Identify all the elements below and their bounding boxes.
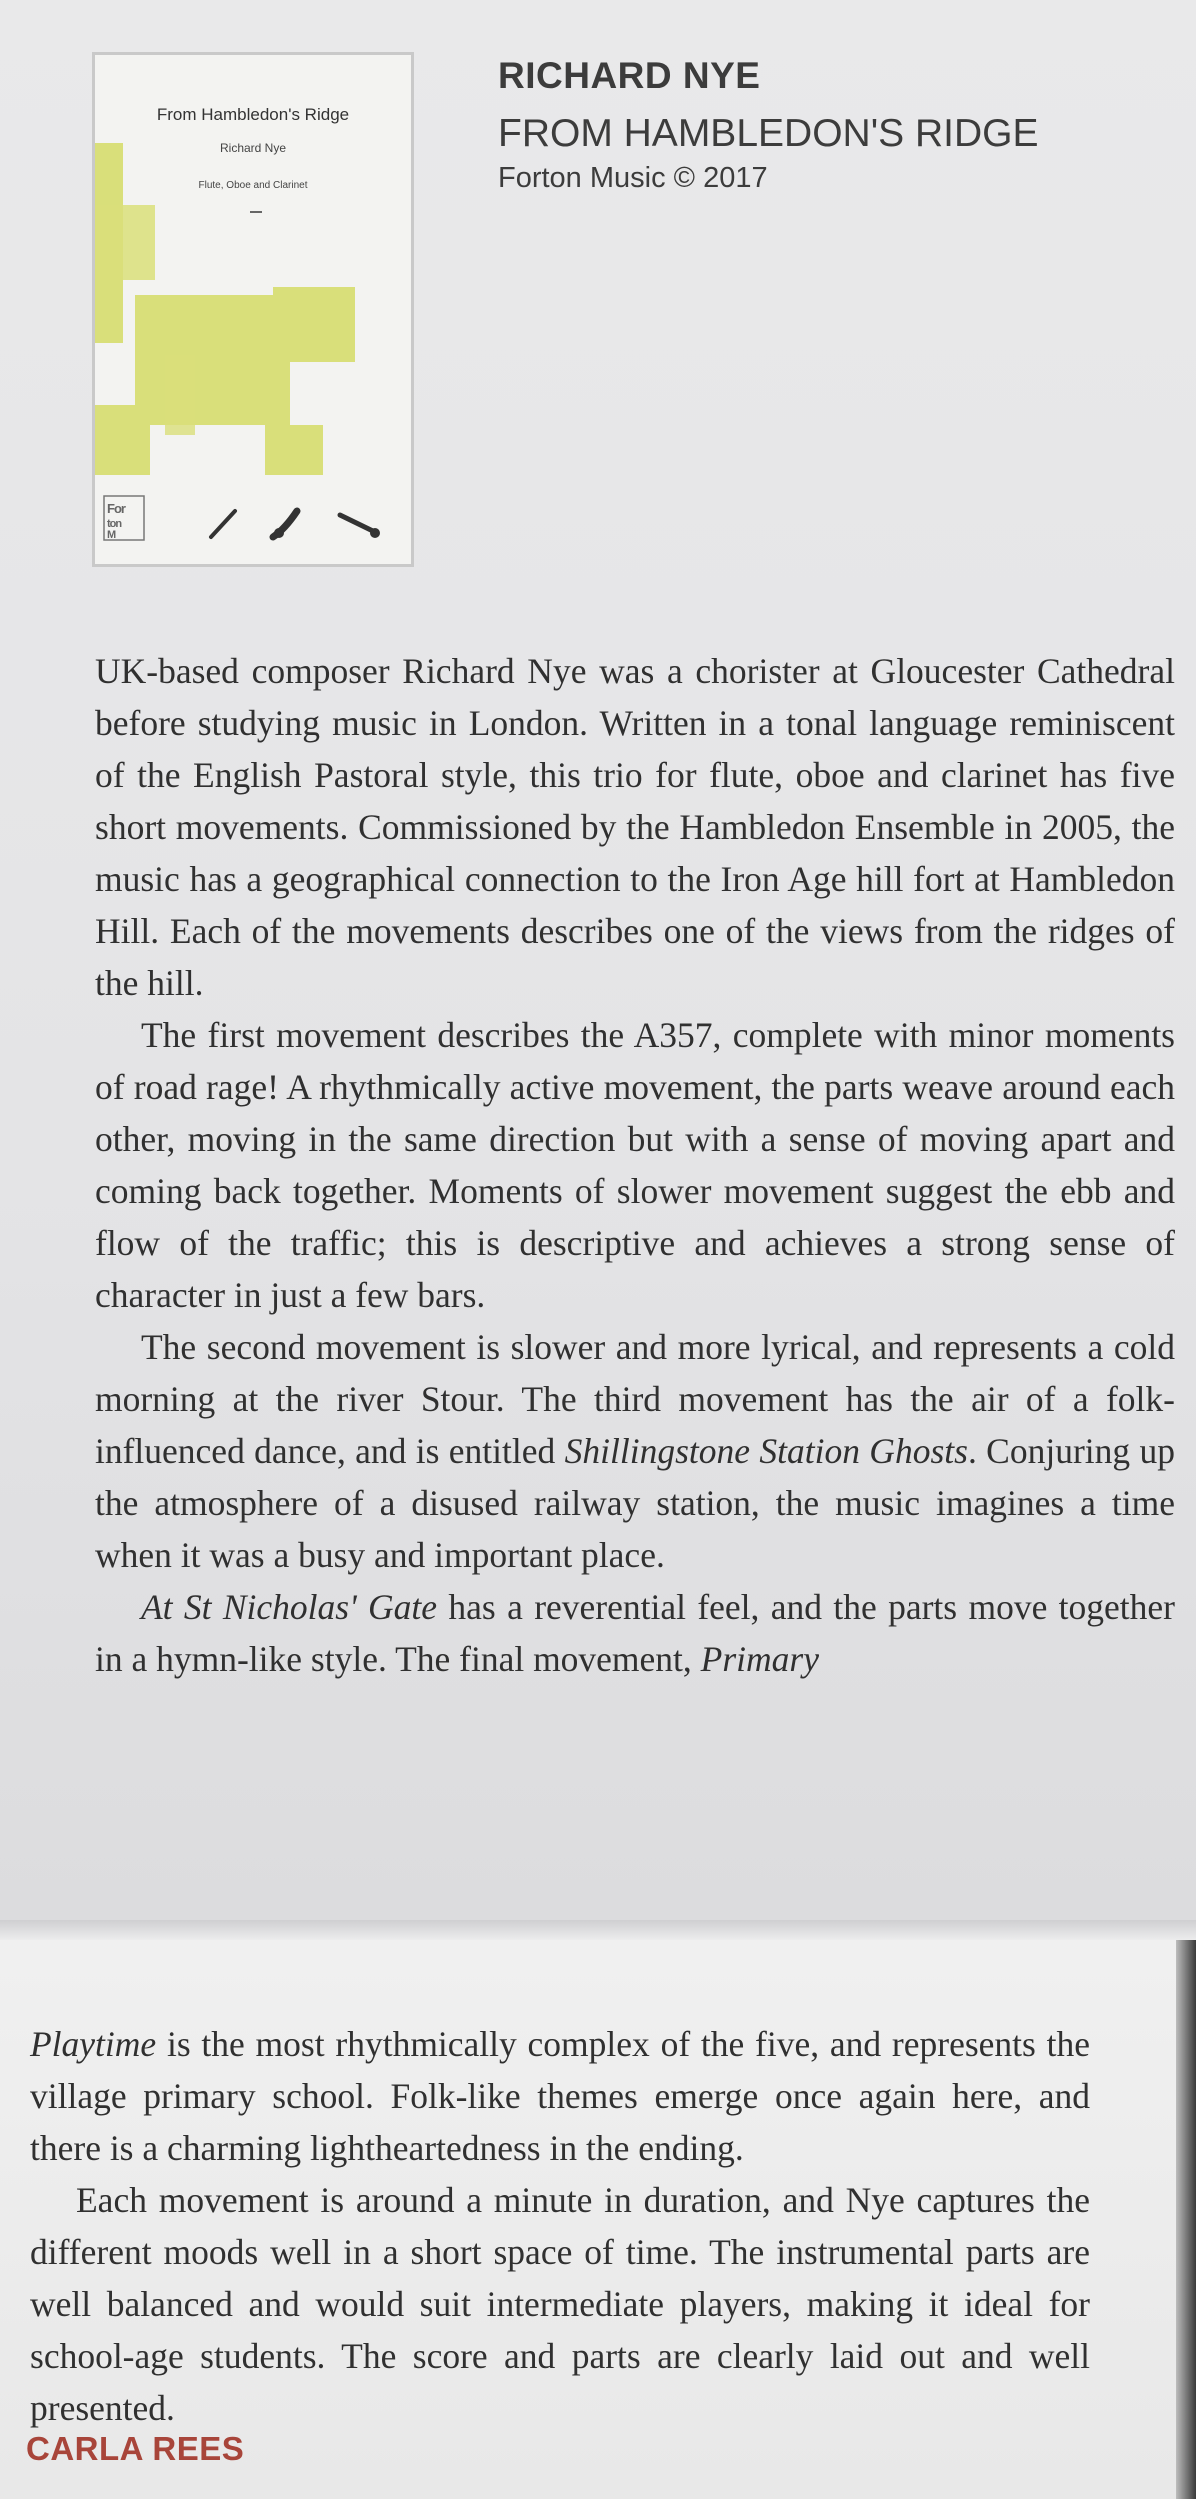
svg-text:ton: ton	[107, 518, 122, 530]
paragraph	[95, 1581, 1175, 1685]
paragraph-text: . Conjuring up the atmosphere of a disused railway station, the music imagines a time when it was a busy and important place.	[95, 1431, 1175, 1575]
instrument-icons	[205, 503, 395, 543]
paragraph	[95, 1321, 1175, 1581]
movement-title: Playtime	[30, 2024, 157, 2064]
movement-title: Shillingstone Station Ghosts	[564, 1431, 968, 1471]
review-title: FROM HAMBLEDON'S RIDGE	[498, 112, 1039, 155]
review-body-bottom	[30, 2018, 1090, 2434]
review-composer: RICHARD NYE	[498, 55, 761, 96]
cover-block	[135, 295, 290, 425]
publisher-logo	[103, 495, 145, 541]
paragraph-text: is the most rhythmically complex of the five, and represents the village primary school. Folk-like themes emerge once again here, and there is a charming lightheartedness in the ending.	[30, 2024, 1090, 2168]
movement-title: At St Nicholas' Gate	[141, 1587, 438, 1627]
cover-block	[165, 355, 195, 435]
book-edge	[1176, 1940, 1196, 2499]
oboe-icon	[273, 511, 297, 538]
reviewer-name: CARLA REES	[26, 2430, 245, 2467]
page-fold-shadow	[0, 1920, 1196, 1942]
paragraph	[30, 2018, 1090, 2174]
cover-composer: Richard Nye	[219, 141, 287, 155]
paragraph: Each movement is around a minute in duration, and Nye captures the different moods well in a short space of time. The instrumental parts are well balanced and would suit intermediate players, making it ideal for school-age students. The score and parts are clearly laid out and well presented.	[30, 2180, 1090, 2428]
clarinet-icon	[340, 515, 380, 538]
cover-instrumentation: Flute, Oboe and Clarinet	[198, 180, 308, 191]
score-cover-image	[92, 52, 414, 567]
paragraph: The first movement describes the A357, complete with minor moments of road rage! A rhythmically active movement, the parts weave around each other, moving in the same direction but with a sense of moving apart and coming back together. Moments of slower movement suggest the ebb and flow of the traffic; this is descriptive and achieves a strong sense of character in just a few bars.	[95, 1015, 1175, 1315]
paragraph: UK-based composer Richard Nye was a chorister at Gloucester Cathedral before studying music in London. Written in a tonal language reminiscent of the English Pastoral style, this trio for flute, oboe and clarinet has five short movements. Commissioned by the Hambledon Ensemble in 2005, the music has a geographical connection to the Iron Age hill fort at Hambledon Hill. Each of the movements describes one of the views from the ridges of the hill.	[95, 651, 1175, 1003]
cover-block	[95, 405, 150, 475]
review-body-top	[95, 645, 1175, 1685]
cover-block	[95, 205, 155, 280]
svg-text:For: For	[107, 501, 125, 516]
paragraph-text: has a reverential feel, and the parts move together in a hymn-like style. The final movement,	[95, 1587, 1175, 1679]
review-publisher: Forton Music © 2017	[498, 162, 768, 194]
flute-icon	[211, 511, 235, 537]
movement-title: Primary	[700, 1639, 819, 1679]
cover-block	[265, 425, 323, 475]
paragraph-text: The second movement is slower and more lyrical, and represents a cold morning at the river Stour. The third movement has the air of a folk-influenced dance, and is entitled	[95, 1327, 1175, 1471]
cover-dash	[250, 211, 262, 213]
cover-title: From Hambledon's Ridge	[156, 105, 350, 124]
forton-logo-icon	[103, 495, 145, 541]
svg-text:M: M	[107, 529, 116, 541]
cover-block	[273, 287, 355, 362]
